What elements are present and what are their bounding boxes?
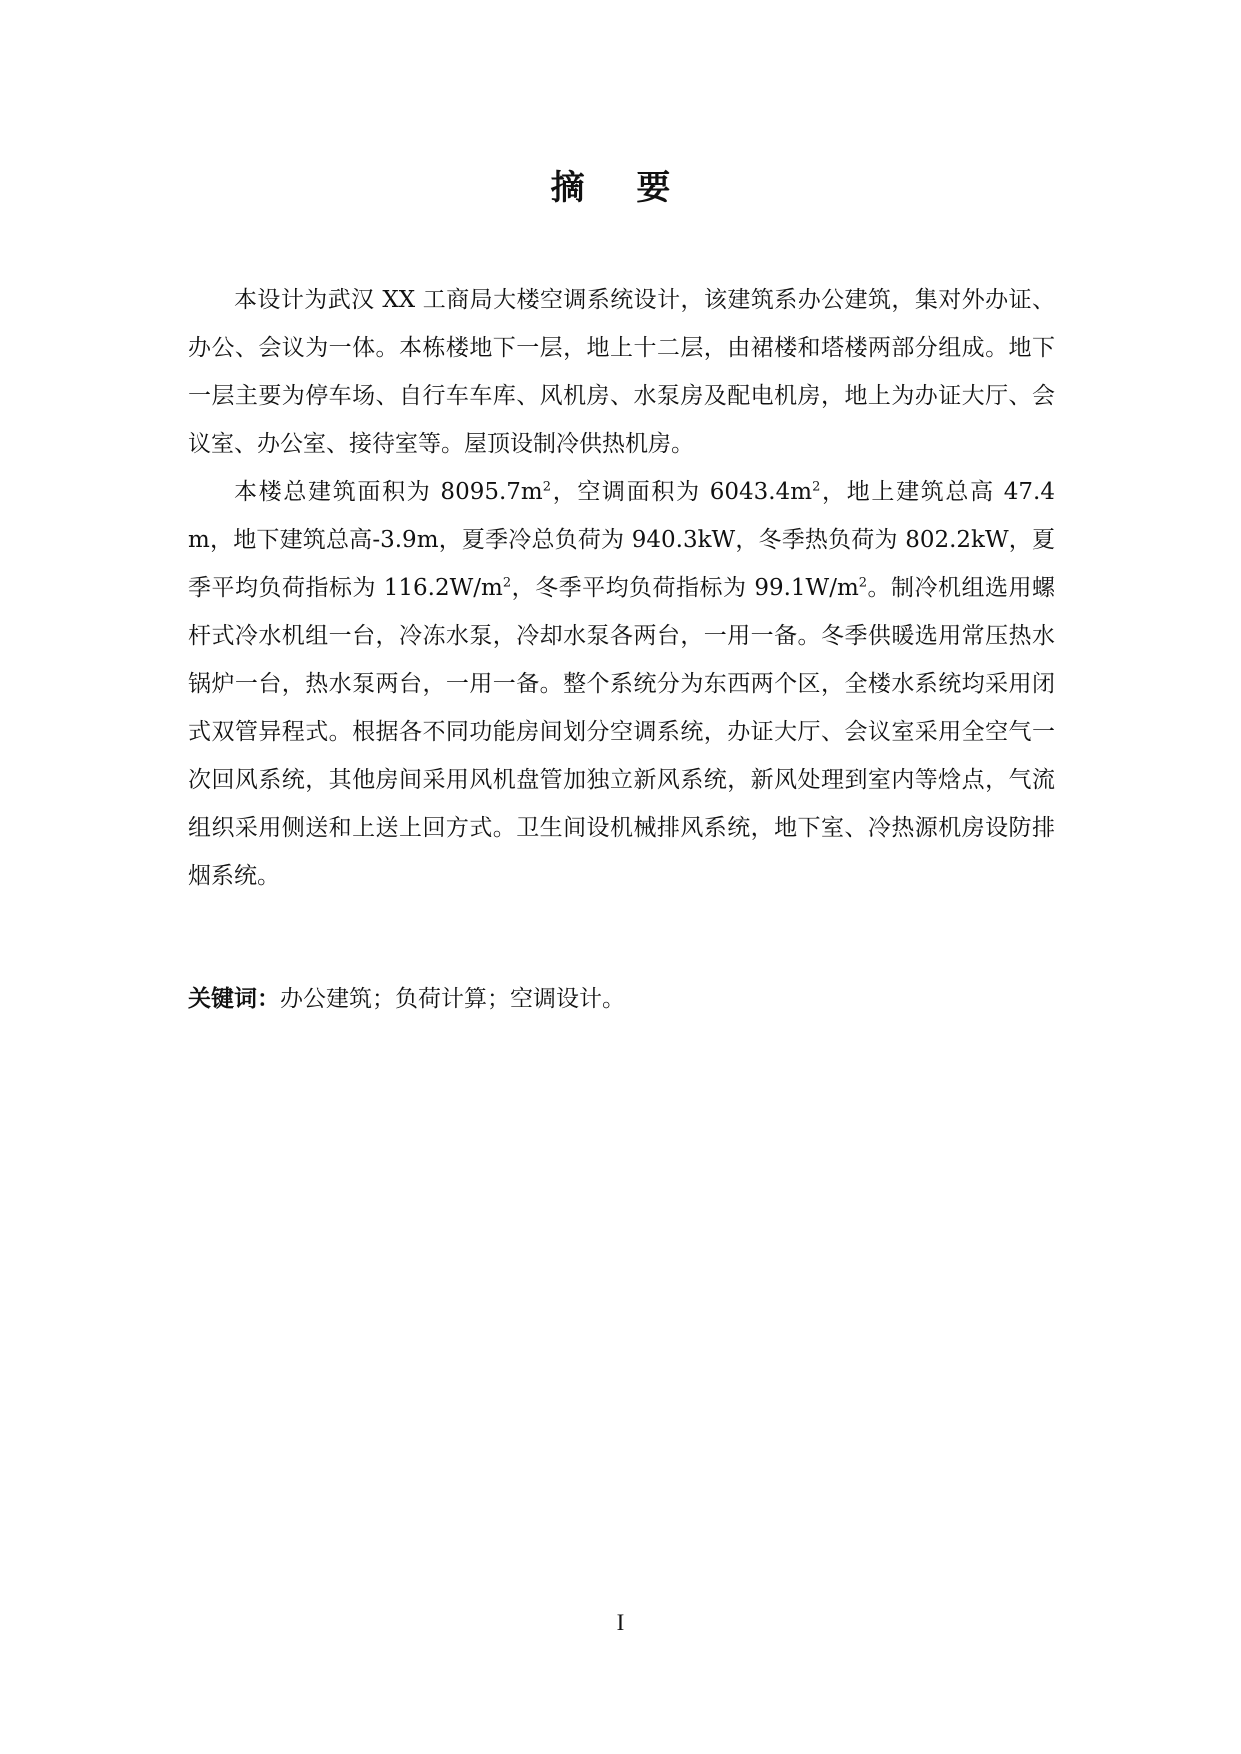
- paragraph-2-segment: 本楼总建筑面积为 8095.7m: [234, 479, 543, 505]
- superscript-2: 2: [542, 479, 552, 495]
- superscript-2: 2: [858, 575, 868, 591]
- abstract-paragraph-1: 本设计为武汉 XX 工商局大楼空调系统设计，该建筑系办公建筑，集对外办证、办公、会议为一体。本栋楼地下一层，地上十二层，由裙楼和塔楼两部分组成。地下一层主要为停车场、自行车车库、风机房、水泵房及配电机房，地上为办证大厅、会议室、办公室、接待室等。屋顶设制冷供热机房。: [188, 287, 1055, 457]
- abstract-body: [188, 276, 1055, 900]
- superscript-2: 2: [502, 575, 512, 591]
- paragraph-2-segment: ，空调面积为 6043.4m: [551, 479, 813, 505]
- paragraph-2-segment: 。制冷机组选用螺杆式冷水机组一台，冷冻水泵，冷却水泵各两台，一用一备。冬季供暖选用常压热水锅炉一台，热水泵两台，一用一备。整个系统分为东西两个区，全楼水系统均采用闭式双管异程式。根据各不同功能房间划分空调系统，办证大厅、会议室采用全空气一次回风系统，其他房间采用风机盘管加独立新风系统，新风处理到室内等焓点，气流组织采用侧送和上送上回方式。卫生间设机械排风系统，地下室、冷热源机房设防排烟系统。: [188, 575, 1055, 889]
- abstract-paragraph-2: [188, 468, 1055, 900]
- keywords-line: [188, 975, 625, 1023]
- page-title: 摘 要: [550, 168, 691, 208]
- superscript-2: 2: [812, 479, 821, 495]
- page-number: I: [616, 1610, 625, 1635]
- paragraph-2-segment: ，冬季平均负荷指标为 99.1W/m: [511, 575, 859, 601]
- keywords-value: 办公建筑；负荷计算；空调设计。: [280, 986, 625, 1012]
- keywords-label: 关键词：: [188, 986, 280, 1012]
- paragraph-2-segment: ，地上建筑总高 47.4m，地下建筑总高-3.9m，夏季冷总负荷为 940.3kW，冬季热负荷为 802.2kW，夏季平均负荷指标为 116.2W/m: [188, 479, 1055, 601]
